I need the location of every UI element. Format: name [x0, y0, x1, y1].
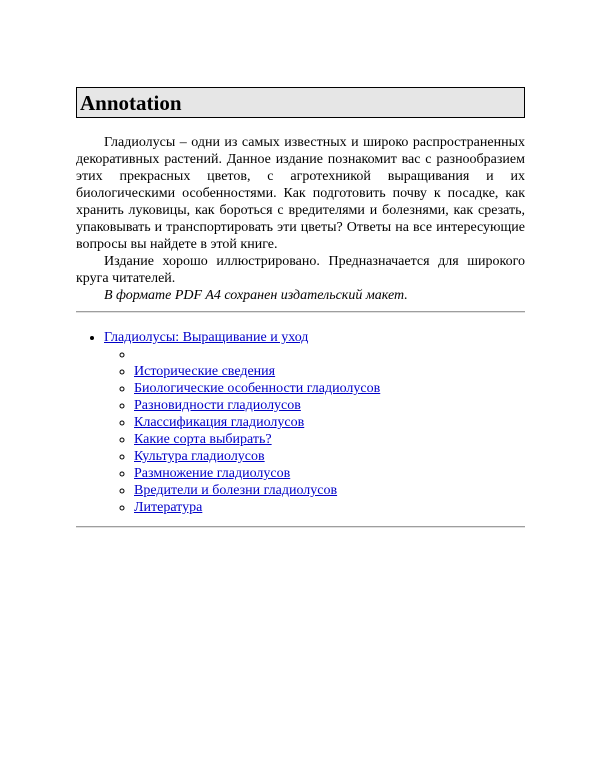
toc-link-culture[interactable]: Культура гладиолусов	[134, 449, 265, 464]
toc-item	[134, 431, 525, 448]
toc-list	[76, 329, 525, 516]
toc-link-history[interactable]: Исторические сведения	[134, 364, 276, 379]
toc-item	[134, 380, 525, 397]
annotation-paragraph-1: Гладиолусы – одни из самых известных и широко распространенных декоративных растений. Данное издание познакомит вас с разнообразием этих прекрасных цветов, с агротехникой выращивания и их биологическими особенностями. Как подготовить почву к посадке, как хранить луковицы, как бороться с вредителями и болезнями, как срезать, упаковывать и транспортировать эти цветы? Ответы на все интересующие вопросы вы найдете в этой книге.	[76, 135, 525, 252]
toc-link-biology[interactable]: Биологические особенности гладиолусов	[134, 381, 381, 396]
annotation-header	[76, 87, 525, 118]
toc-item	[134, 414, 525, 431]
toc-item	[134, 482, 525, 499]
annotation-body	[76, 134, 525, 304]
toc-link-varieties[interactable]: Разновидности гладиолусов	[134, 398, 301, 413]
toc-link-classification[interactable]: Классификация гладиолусов	[134, 415, 305, 430]
toc-sublist	[104, 346, 525, 516]
toc-item-main	[104, 329, 525, 516]
toc-link-main[interactable]: Гладиолусы: Выращивание и уход	[104, 330, 309, 345]
toc-item-empty	[134, 346, 525, 363]
annotation-paragraph-2: Издание хорошо иллюстрировано. Предназначается для широкого круга читателей.	[76, 254, 525, 286]
toc-link-propagation[interactable]: Размножение гладиолусов	[134, 466, 291, 481]
toc-item	[134, 363, 525, 380]
toc-link-pests[interactable]: Вредители и болезни гладиолусов	[134, 483, 338, 498]
table-of-contents	[76, 329, 525, 516]
toc-item	[134, 465, 525, 482]
toc-item	[134, 499, 525, 516]
toc-item	[134, 397, 525, 414]
toc-link-choose-sorts[interactable]: Какие сорта выбирать?	[134, 432, 272, 447]
divider	[76, 311, 525, 313]
page-title: Annotation	[80, 91, 182, 115]
toc-link-literature[interactable]: Литература	[134, 500, 203, 515]
toc-item	[134, 448, 525, 465]
divider	[76, 526, 525, 528]
format-note: В формате PDF A4 сохранен издательский макет.	[104, 288, 408, 303]
document-page	[76, 87, 525, 528]
